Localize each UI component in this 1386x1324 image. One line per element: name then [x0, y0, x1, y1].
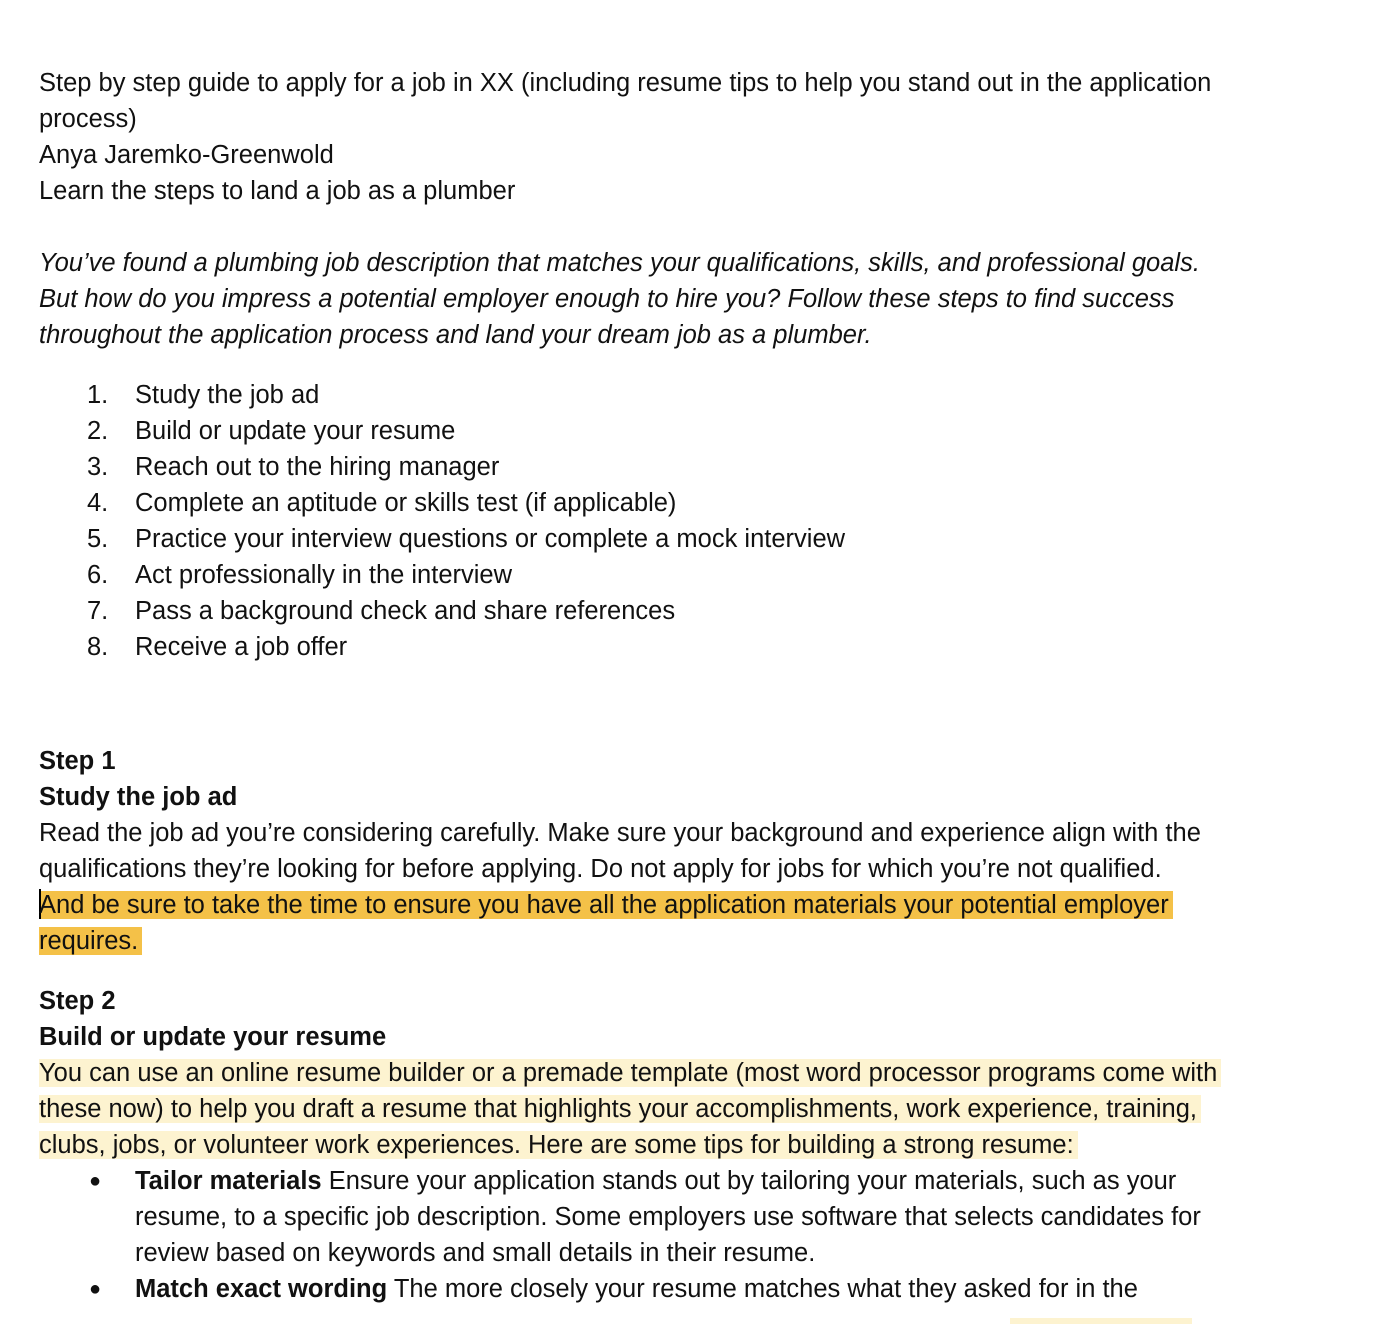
highlighted-text: And be sure to take the time to ensure you have all the application materials your potential employer — [39, 891, 1169, 919]
list-item-text: Receive a job offer — [135, 633, 348, 661]
step-1-paragraph-line-1: Read the job ad you’re considering carefully. Make sure your background and experience align with the — [39, 819, 1201, 847]
step-1-highlight-line-2[interactable]: requires. — [39, 927, 142, 955]
list-item — [39, 629, 1339, 665]
document-subtitle: Learn the steps to land a job as a plumber — [39, 177, 516, 205]
step-2-paragraph-line-3[interactable]: clubs, jobs, or volunteer work experiences. Here are some tips for building a strong resume: — [39, 1131, 1078, 1159]
list-number: 3. — [87, 453, 109, 481]
list-item — [39, 377, 1339, 413]
list-item — [39, 593, 1339, 629]
document-title-line-2: process) — [39, 105, 137, 133]
tip-text: Ensure your application stands out by tailoring your materials, such as your resume, to a specific job description. Some employers use software that selects candidates for review based on keywords and small details in their resume. — [135, 1167, 1201, 1267]
list-number: 8. — [87, 633, 109, 661]
bullet-icon: ● — [89, 1278, 102, 1300]
list-item — [39, 557, 1339, 593]
bullet-icon: ● — [89, 1170, 102, 1192]
tip-text: The more closely your resume matches what they asked for in the — [387, 1275, 1138, 1303]
list-number: 5. — [87, 525, 109, 553]
list-number: 1. — [87, 381, 109, 409]
list-item-text: Complete an aptitude or skills test (if applicable) — [135, 489, 677, 517]
intro-line-1: You’ve found a plumbing job description that matches your qualifications, skills, and professional goals. — [39, 249, 1200, 277]
list-item — [39, 485, 1339, 521]
list-number: 4. — [87, 489, 109, 517]
step-2-paragraph-line-1[interactable]: You can use an online resume builder or a premade template (most word processor programs come with — [39, 1059, 1221, 1087]
tip-title: Tailor materials — [135, 1167, 322, 1195]
list-item — [39, 413, 1339, 449]
list-item — [39, 1271, 1265, 1307]
list-item-text: Pass a background check and share references — [135, 597, 676, 625]
steps-numbered-list — [39, 377, 1339, 665]
tip-title: Match exact wording — [135, 1275, 388, 1303]
document-body — [39, 65, 1339, 1307]
list-item-text: Build or update your resume — [135, 417, 456, 445]
step-1-heading: Study the job ad — [39, 783, 238, 811]
list-item-text: Practice your interview questions or complete a mock interview — [135, 525, 846, 553]
list-item — [39, 521, 1339, 557]
intro-line-3: throughout the application process and land your dream job as a plumber. — [39, 321, 872, 349]
resume-tips-list — [39, 1163, 1339, 1307]
step-2-section — [39, 983, 1339, 1307]
step-1-label: Step 1 — [39, 747, 116, 775]
step-2-heading: Build or update your resume — [39, 1023, 387, 1051]
document-title-line-1: Step by step guide to apply for a job in XX (including resume tips to help you stand out in the application — [39, 69, 1212, 97]
list-item — [39, 449, 1339, 485]
author-name: Anya Jaremko-Greenwold — [39, 141, 334, 169]
step-2-paragraph-line-2[interactable]: these now) to help you draft a resume that highlights your accomplishments, work experience, training, — [39, 1095, 1201, 1123]
list-item — [39, 1163, 1265, 1271]
step-2-label: Step 2 — [39, 987, 116, 1015]
list-number: 6. — [87, 561, 109, 589]
step-1-paragraph-line-2: qualifications they’re looking for before applying. Do not apply for jobs for which you’re not qualified. — [39, 855, 1162, 883]
intro-line-2: But how do you impress a potential employer enough to hire you? Follow these steps to find success — [39, 285, 1175, 313]
list-item-text: Study the job ad — [135, 381, 320, 409]
list-item-text: Reach out to the hiring manager — [135, 453, 500, 481]
list-number: 2. — [87, 417, 109, 445]
step-1-section — [39, 743, 1339, 959]
list-item-text: Act professionally in the interview — [135, 561, 513, 589]
list-number: 7. — [87, 597, 109, 625]
step-1-highlight-line-1[interactable] — [39, 891, 1173, 919]
partial-highlight-mark — [1010, 1318, 1192, 1324]
